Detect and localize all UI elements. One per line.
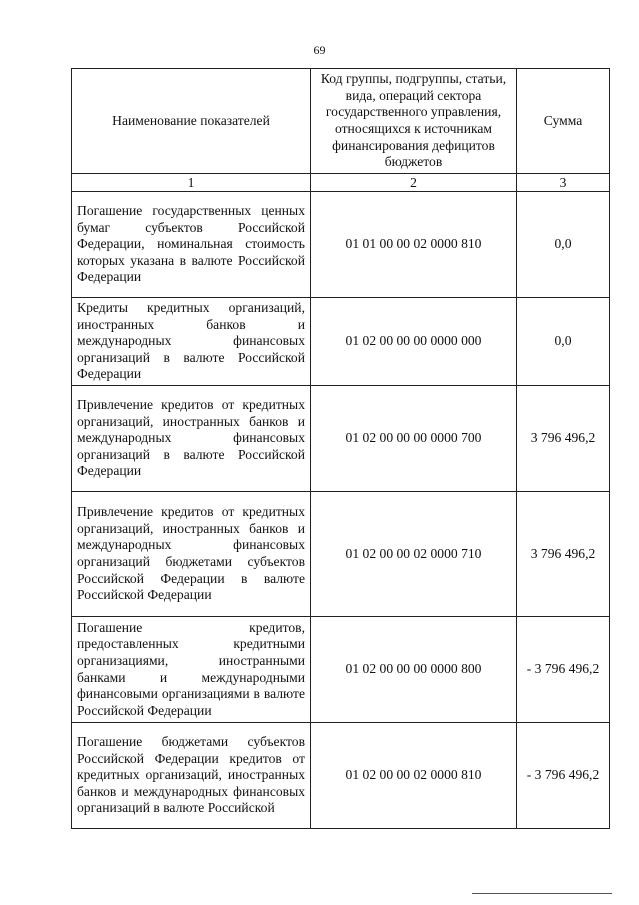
sum-value: - 3 796 496,2 xyxy=(517,617,610,723)
budget-code: 01 01 00 00 02 0000 810 xyxy=(311,192,517,298)
sum-value: 3 796 496,2 xyxy=(517,492,610,617)
indicator-name: Погашение бюджетами субъектов Российской Федерации кредитов от кредитных организаций, иностранных банков и международных финансовых организаций в валюте Российской xyxy=(72,723,311,829)
header-indicator-name: Наименование показателей xyxy=(72,69,311,174)
indicator-name: Привлечение кредитов от кредитных организаций, иностранных банков и международных финансовых организаций в валюте Российской Федерации xyxy=(72,386,311,492)
table-row xyxy=(72,192,610,298)
sum-value: 0,0 xyxy=(517,298,610,386)
page-number: 69 xyxy=(313,43,326,57)
table-row xyxy=(72,386,610,492)
header-sum: Сумма xyxy=(517,69,610,174)
budget-code: 01 02 00 00 00 0000 800 xyxy=(311,617,517,723)
column-numbers-row xyxy=(72,174,610,192)
indicator-name: Погашение кредитов, предоставленных кредитными организациями, иностранными банками и международными финансовыми организациями в валюте Российской Федерации xyxy=(72,617,311,723)
divider-line xyxy=(472,893,612,894)
header-code: Код группы, подгруппы, статьи, вида, операций сектора государственного управления, относящихся к источникам финансирования дефицитов бюджетов xyxy=(311,69,517,174)
table-row xyxy=(72,723,610,829)
column-number: 3 xyxy=(517,174,610,192)
budget-code: 01 02 00 00 02 0000 810 xyxy=(311,723,517,829)
table-row xyxy=(72,617,610,723)
budget-code: 01 02 00 00 02 0000 710 xyxy=(311,492,517,617)
budget-code: 01 02 00 00 00 0000 000 xyxy=(311,298,517,386)
table-row xyxy=(72,298,610,386)
sum-value: - 3 796 496,2 xyxy=(517,723,610,829)
sum-value: 0,0 xyxy=(517,192,610,298)
column-number: 1 xyxy=(72,174,311,192)
financing-sources-table xyxy=(71,68,610,829)
indicator-name: Погашение государственных ценных бумаг субъектов Российской Федерации, номинальная стоимость которых указана в валюте Российской Федерации xyxy=(72,192,311,298)
indicator-name: Кредиты кредитных организаций, иностранных банков и международных финансовых организаций в валюте Российской Федерации xyxy=(72,298,311,386)
sum-value: 3 796 496,2 xyxy=(517,386,610,492)
table-header-row xyxy=(72,69,610,174)
indicator-name: Привлечение кредитов от кредитных организаций, иностранных банков и международных финансовых организаций бюджетами субъектов Российской Федерации в валюте Российской Федерации xyxy=(72,492,311,617)
table-row xyxy=(72,492,610,617)
budget-code: 01 02 00 00 00 0000 700 xyxy=(311,386,517,492)
column-number: 2 xyxy=(311,174,517,192)
